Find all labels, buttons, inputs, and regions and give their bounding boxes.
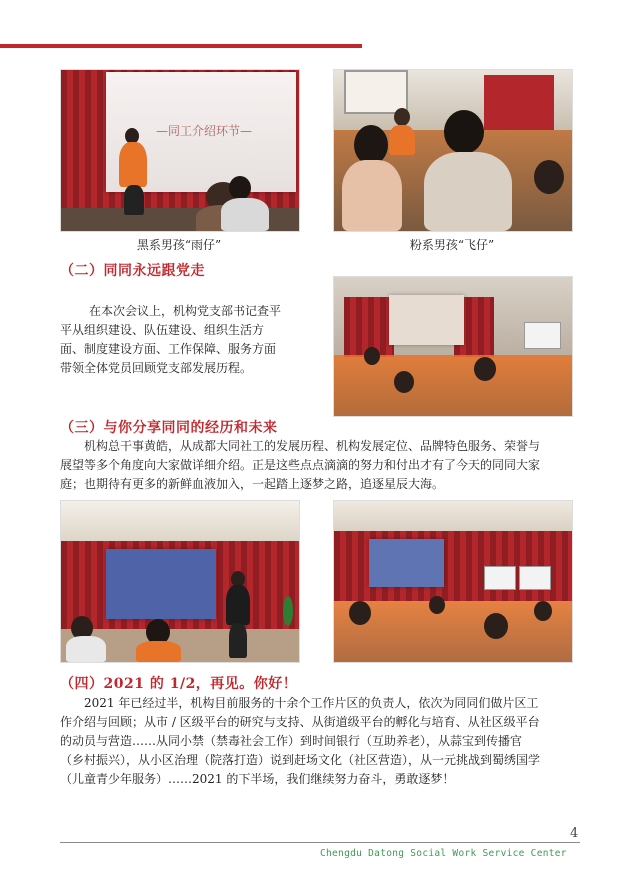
section2-heading: （二）同同永远跟党走 — [60, 263, 205, 279]
section2-line: 面、制度建设方面、工作保障、服务方面 — [60, 342, 277, 356]
photo-director-speech — [60, 500, 300, 663]
section4-line: 2021 年已经过半，机构目前服务的十余个工作片区的负责人，依次为同同们做片区工 — [84, 696, 539, 710]
photo2-caption: 粉系男孩“飞仔” — [409, 238, 495, 252]
section4-line: 作介绍与回顾；从市 / 区级平台的研究与支持、从街道级平台的孵化与培育、从社区级平台 — [60, 715, 540, 729]
section2-paragraph — [60, 302, 314, 378]
section3-heading: （三）与你分享同同的经历和未来 — [60, 420, 278, 436]
photo-meeting-room — [333, 500, 573, 663]
photo-party-secretary — [333, 276, 573, 417]
section3-paragraph — [60, 437, 572, 494]
footer-divider — [60, 842, 580, 843]
footer-org-name: Chengdu Datong Social Work Service Center — [320, 848, 567, 859]
section2-line: 带领全体党员回顾党支部发展历程。 — [60, 361, 253, 375]
section3-line: 展望等多个角度向大家做详细介绍。正是这些点点滴滴的努力和付出才有了今天的同同大家 — [60, 458, 541, 472]
section4-paragraph — [60, 694, 572, 789]
header-accent-bar — [0, 44, 362, 48]
section4-line: 的动员与营造……从同小禁（禁毒社会工作）到时间银行（互助养老），从蒜宝到传播官 — [60, 734, 523, 748]
section4-heading: （四）2021 的 1/2，再见。你好！ — [60, 676, 298, 692]
section2-line: 在本次会议上，机构党支部书记查平 — [89, 304, 282, 318]
photo1-screen-text: —同工介绍环节— — [156, 124, 253, 138]
section4-line: （乡村振兴），从小区治理（院落打造）说到赶场文化（社区营造），从一元挑战到蜀绣国学 — [60, 753, 541, 767]
page-number: 4 — [570, 826, 579, 841]
section4-line: （儿童青少年服务）……2021 的下半场，我们继续努力奋斗，勇敢逐梦！ — [60, 772, 455, 786]
photo1-caption: 黑系男孩“雨仔” — [136, 238, 222, 252]
photo-attendee-feizai — [333, 69, 573, 232]
section2-line: 平从组织建设、队伍建设、组织生活方 — [60, 323, 265, 337]
section3-line: 机构总干事黄皓，从成都大同社工的发展历程、机构发展定位、品牌特色服务、荣誉与 — [84, 439, 541, 453]
photo-speaker-yuzai — [60, 69, 300, 232]
section3-line: 庭；也期待有更多的新鲜血液加入，一起踏上逐梦之路，追逐星辰大海。 — [60, 477, 445, 491]
